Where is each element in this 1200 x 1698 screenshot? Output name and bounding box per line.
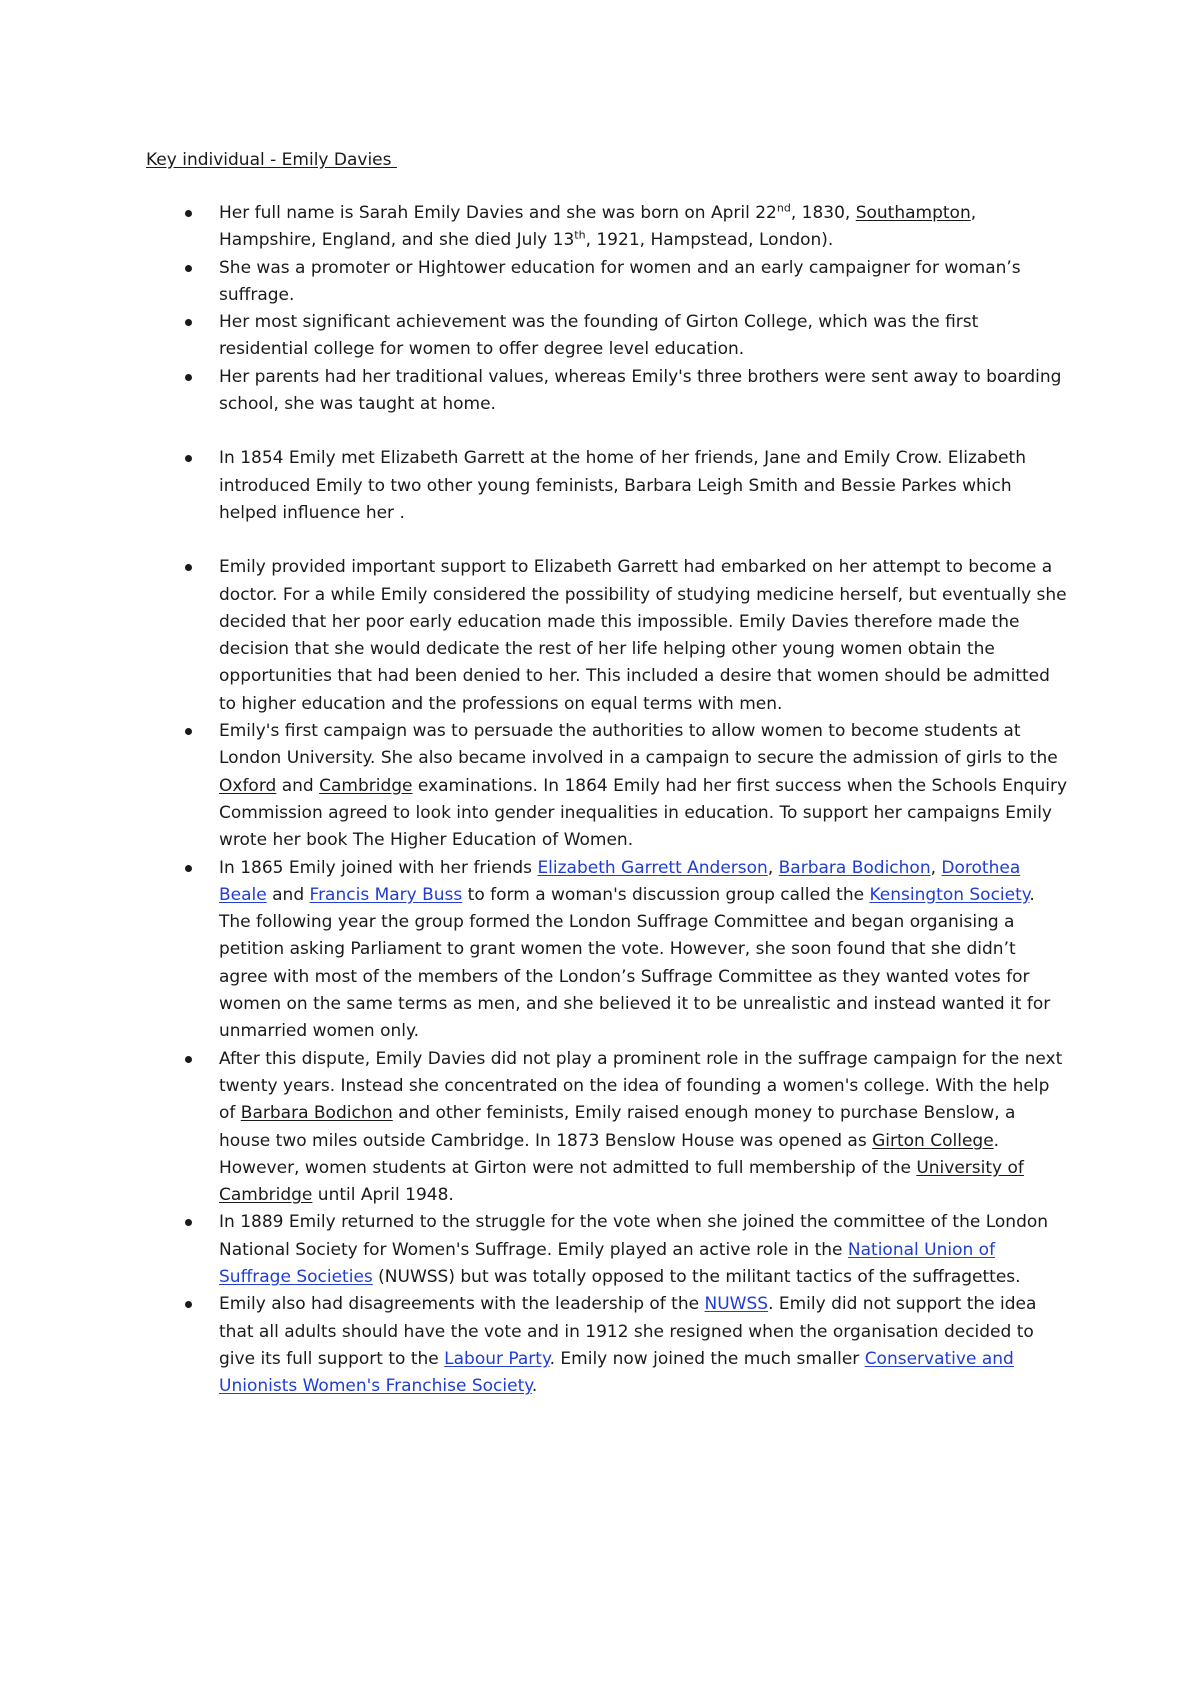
bullet-icon	[185, 455, 192, 462]
list-item: In 1865 Emily joined with her friends Elizabeth Garrett Anderson, Barbara Bodichon, Dorothea Beale and Francis Mary Buss to form a woman's discussion group called the Kensington Society. The following year the group formed the London Suffrage Committee and began organising a petition asking Parliament to grant women the vote. However, she soon found that she didn’t agree with most of the members of the London’s Suffrage Committee as they wanted votes for women on the same terms as men, and she believed it to be unrealistic and instead wanted it for unmarried women only.	[0, 855, 1069, 1046]
underlined-term: University of Cambridge	[219, 1157, 1024, 1206]
bullet-icon	[185, 865, 192, 872]
bullet-icon	[185, 728, 192, 735]
bullet-icon	[185, 1056, 192, 1063]
list-item: In 1889 Emily returned to the struggle for the vote when she joined the committee of the London National Society for Women's Suffrage. Emily played an active role in the National Union of Suffrage Societies (NUWSS) but was totally opposed to the militant tactics of the suffragettes.	[0, 1209, 1069, 1291]
list-item: Emily also had disagreements with the leadership of the NUWSS. Emily did not support the idea that all adults should have the vote and in 1912 she resigned when the organisation decided to give its full support to the Labour Party. Emily now joined the much smaller Conservative and Unionists Women's Franchise Society.	[0, 1291, 1069, 1400]
list-item: Her parents had her traditional values, whereas Emily's three brothers were sent away to boarding school, she was taught at home.	[0, 364, 1069, 419]
document-title: Key individual - Emily Davies	[146, 150, 397, 170]
bullet-icon	[185, 374, 192, 381]
list-item: Her most significant achievement was the founding of Girton College, which was the first residential college for women to offer degree level education.	[0, 309, 1069, 364]
link-conservative-unionists-franchise-society[interactable]: Conservative and Unionists Women's Franchise Society	[219, 1348, 1014, 1397]
link-francis-mary-buss[interactable]: Francis Mary Buss	[309, 884, 463, 905]
bullet-icon	[185, 210, 192, 217]
underlined-term: Oxford	[219, 775, 277, 796]
list-item: Her full name is Sarah Emily Davies and she was born on April 22nd, 1830, Southampton, Hampshire, England, and she died July 13th, 1921, Hampstead, London).	[0, 200, 1069, 255]
list-item: Emily's first campaign was to persuade the authorities to allow women to become students at London University. She also became involved in a campaign to secure the admission of girls to the Oxford and Cambridge examinations. In 1864 Emily had her first success when the Schools Enquiry Commission agreed to look into gender inequalities in education. To support her campaigns Emily wrote her book The Higher Education of Women.	[0, 718, 1069, 854]
underlined-term: Cambridge	[319, 775, 413, 796]
link-kensington-society[interactable]: Kensington Society	[869, 884, 1030, 905]
list-item: Emily provided important support to Elizabeth Garrett had embarked on her attempt to become a doctor. For a while Emily considered the possibility of studying medicine herself, but eventually she decided that her poor early education made this impossible. Emily Davies therefore made the decision that she would dedicate the rest of her life helping other young women obtain the opportunities that had been denied to her. This included a desire that women should be admitted to higher education and the professions on equal terms with men.	[0, 554, 1069, 718]
bullet-list	[0, 200, 1200, 1400]
link-dorothea-beale[interactable]: Dorothea Beale	[219, 857, 1021, 905]
link-elizabeth-garrett-anderson[interactable]: Elizabeth Garrett Anderson	[537, 857, 768, 878]
bullet-icon	[185, 1219, 192, 1226]
bullet-icon	[185, 319, 192, 326]
list-item: She was a promoter or Hightower education for women and an early campaigner for woman’s suffrage.	[0, 255, 1069, 310]
bullet-icon	[185, 265, 192, 272]
underlined-term: Girton College	[872, 1130, 994, 1151]
underlined-term: Barbara Bodichon	[240, 1103, 393, 1124]
link-labour-party[interactable]: Labour Party	[444, 1348, 550, 1369]
bullet-icon	[185, 564, 192, 571]
list-item: After this dispute, Emily Davies did not play a prominent role in the suffrage campaign for the next twenty years. Instead she concentrated on the idea of founding a women's college. With the help of Barbara Bodichon and other feminists, Emily raised enough money to purchase Benslow, a house two miles outside Cambridge. In 1873 Benslow House was opened as Girton College. However, women students at Girton were not admitted to full membership of the University of Cambridge until April 1948.	[0, 1046, 1069, 1210]
bullet-icon	[185, 1301, 192, 1308]
link-nuwss[interactable]: NUWSS	[704, 1294, 769, 1315]
underlined-term: Southampton	[855, 203, 971, 223]
link-barbara-bodichon[interactable]: Barbara Bodichon	[778, 857, 931, 878]
link-national-union-of-suffrage-societies[interactable]: National Union of Suffrage Societies	[219, 1239, 996, 1287]
list-item: In 1854 Emily met Elizabeth Garrett at the home of her friends, Jane and Emily Crow. Elizabeth introduced Emily to two other young feminists, Barbara Leigh Smith and Bessie Parkes which helped influence her .	[0, 445, 1069, 527]
